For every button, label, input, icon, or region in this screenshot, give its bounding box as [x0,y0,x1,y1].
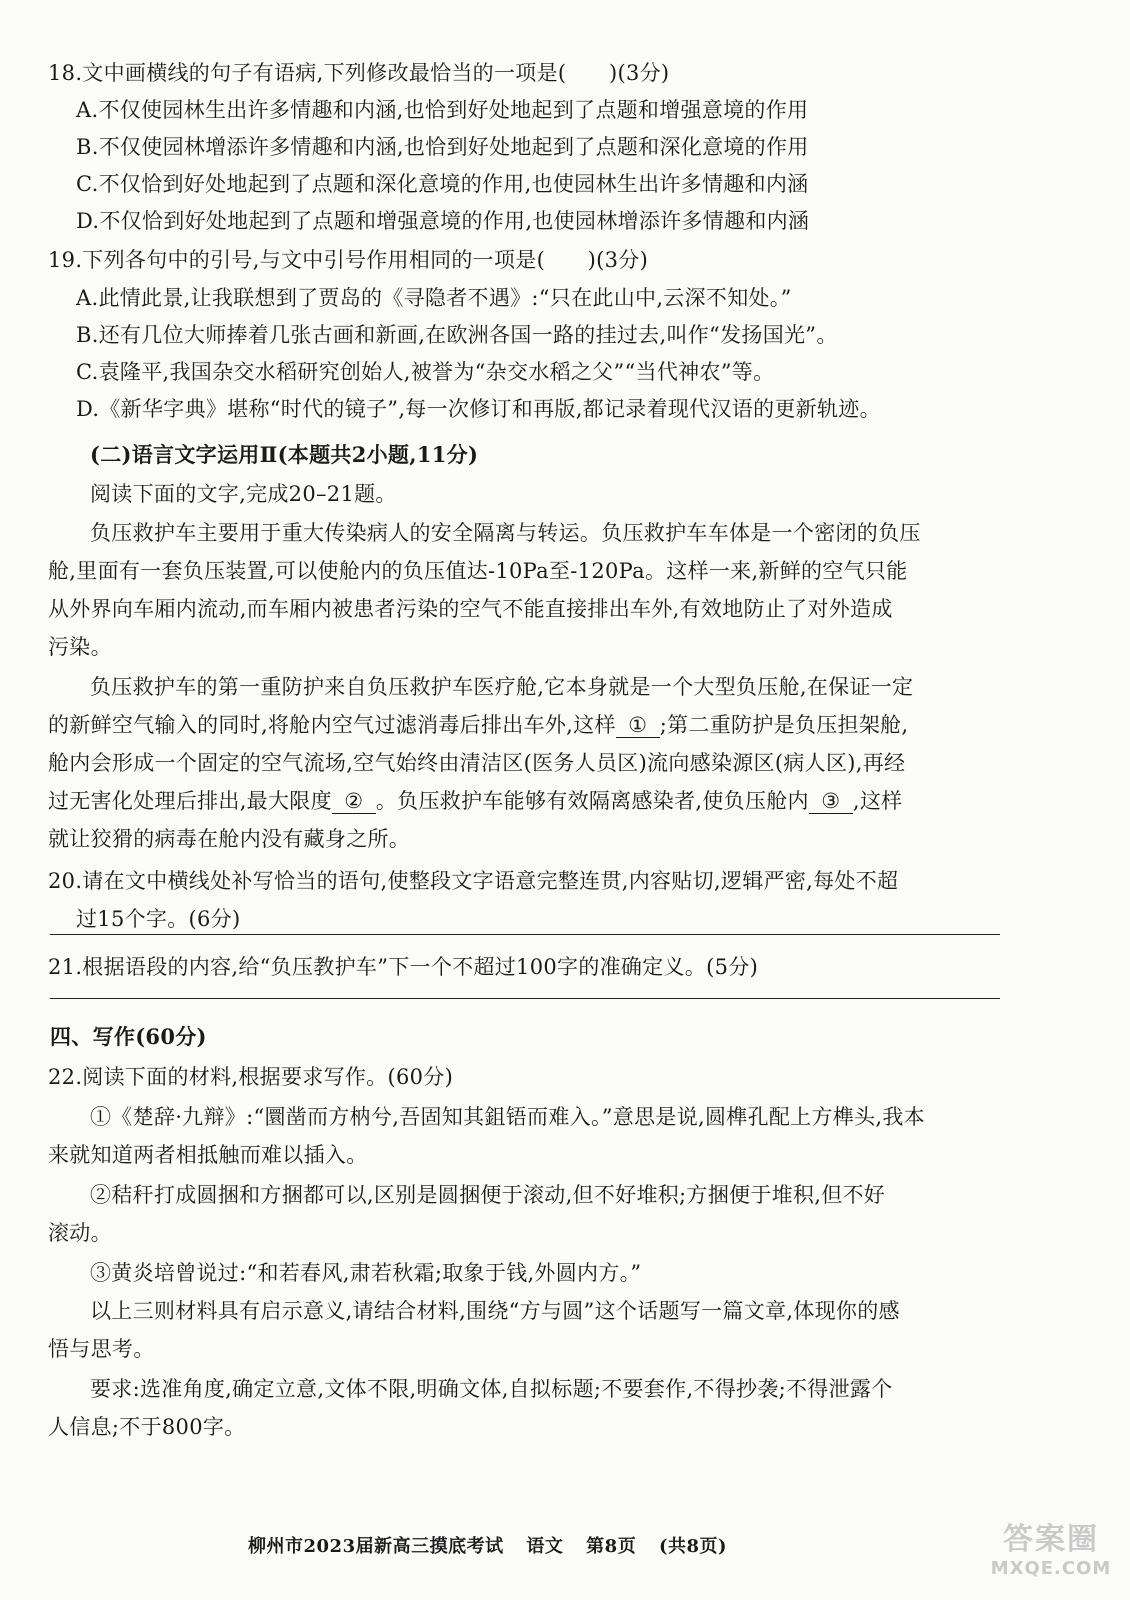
requirements-line2: 人信息;不于800字。 [48,1415,246,1439]
fill-blank-3[interactable]: ③ [809,789,853,814]
q22-stem: 22.阅读下面的材料,根据要求写作。(60分) [48,1065,454,1089]
material-1-line2: 来就知道两者相抵触而难以插入。 [48,1143,368,1167]
q19-option-d: D.《新华字典》堪称“时代的镜子”,每一次修订和再版,都记录着现代汉语的更新轨迹。 [76,397,881,421]
footer-page-number: 第8页 [586,1536,637,1557]
material-3: ③黄炎培曾说过:“和若春风,肃若秋霜;取象于钱,外圆内方。” [90,1261,642,1285]
passage-p2-line2 [48,710,908,740]
watermark-title: 答案圈 [1003,1522,1099,1557]
section2-heading: (二)语言文字运用Ⅱ(本题共2小题,11分) [90,442,479,467]
section4-heading: 四、写作(60分) [50,1024,207,1049]
passage-p2-line5: 就让狡猾的病毒在舱内没有藏身之所。 [48,827,411,851]
q19-stem: 19.下列各句中的引号,与文中引号作用相同的一项是( )(3分) [48,248,649,272]
q21-stem: 21.根据语段的内容,给“负压教护车”下一个不超过100字的准确定义。(5分) [48,955,759,979]
q20-stem-line1: 20.请在文中横线处补写恰当的语句,使整段文字语意完整连贯,内容贴切,逻辑严密,每处不超 [48,869,899,893]
footer-exam-name: 柳州市2023届新高三摸底考试 [248,1536,504,1557]
passage-text: ,这样 [852,789,903,813]
writing-prompt-line1: 以上三则材料具有启示意义,请结合材料,围绕“方与圆”这个话题写一篇文章,体现你的感 [90,1299,900,1323]
q18-stem: 18.文中画横线的句子有语病,下列修改最恰当的一项是( )(3分) [48,61,670,85]
footer-total-pages: (共8页) [658,1536,728,1557]
writing-prompt-line2: 悟与思考。 [48,1337,155,1361]
watermark-url: MXQE.COM [990,1558,1112,1579]
material-2-line1: ②秸秆打成圆捆和方捆都可以,区别是圆捆便于滚动,但不好堆积;方捆便于堆积,但不好 [90,1183,886,1207]
passage-text: 的新鲜空气输入的同时,将舱内空气过滤消毒后排出车外,这样 [48,713,616,737]
page-footer [248,1532,743,1558]
passage-text: 过无害化处理后排出,最大限度 [48,789,332,813]
footer-subject: 语文 [526,1536,564,1557]
answer-line-q20[interactable] [50,934,1000,935]
material-1-line1: ①《楚辞·九辩》:“圜凿而方枘兮,吾固知其鉏铻而难入。”意思是说,圆榫孔配上方榫头,我本 [90,1105,925,1129]
material-2-line2: 滚动。 [48,1221,112,1245]
passage-p2-line3: 舱内会形成一个固定的空气流场,空气始终由清洁区(医务人员区)流向感染源区(病人区),再经 [48,751,906,775]
passage-p2-line1: 负压救护车的第一重防护来自负压救护车医疗舱,它本身就是一个大型负压舱,在保证一定 [90,675,914,699]
passage-text: ;第二重防护是负压担架舱, [659,713,909,737]
q18-option-d: D.不仅恰到好处地起到了点题和增强意境的作用,也使园林增添许多情趣和内涵 [76,209,810,233]
passage-p1-line3: 从外界向车厢内流动,而车厢内被患者污染的空气不能直接排出车外,有效地防止了对外造成 [48,597,893,621]
watermark-logo [990,1522,1112,1590]
section2-intro: 阅读下面的文字,完成20–21题。 [90,482,397,506]
q19-option-a: A.此情此景,让我联想到了贾岛的《寻隐者不遇》:“只在此山中,云深不知处。” [76,286,792,310]
answer-line-q21[interactable] [50,998,1000,999]
q19-option-c: C.袁隆平,我国杂交水稻研究创始人,被誉为“杂交水稻之父”“当代神农”等。 [76,360,775,384]
passage-text: 。负压救护车能够有效隔离感染者,使负压舱内 [375,789,809,813]
q20-stem-line2: 过15个字。(6分) [76,907,241,931]
q18-option-a: A.不仅使园林生出许多情趣和内涵,也恰到好处地起到了点题和增强意境的作用 [76,98,809,122]
passage-p1-line2: 舱,里面有一套负压装置,可以使舱内的负压值达-10Pa至-120Pa。这样一来,新鲜的空气只能 [48,559,908,583]
passage-p1-line4: 污染。 [48,635,112,659]
passage-p2-line4 [48,786,902,816]
passage-p1-line1: 负压救护车主要用于重大传染病人的安全隔离与转运。负压救护车车体是一个密闭的负压 [90,521,921,545]
requirements-line1: 要求:选准角度,确定立意,文体不限,明确文体,自拟标题;不要套作,不得抄袭;不得泄露个 [90,1377,893,1401]
q18-option-b: B.不仅使园林增添许多情趣和内涵,也恰到好处地起到了点题和深化意境的作用 [76,135,809,159]
q19-option-b: B.还有几位大师捧着几张古画和新画,在欧洲各国一路的挂过去,叫作“发扬国光”。 [76,323,838,347]
q18-option-c: C.不仅恰到好处地起到了点题和深化意境的作用,也使园林生出许多情趣和内涵 [76,172,809,196]
fill-blank-2[interactable]: ② [332,789,376,814]
fill-blank-1[interactable]: ① [616,713,660,738]
